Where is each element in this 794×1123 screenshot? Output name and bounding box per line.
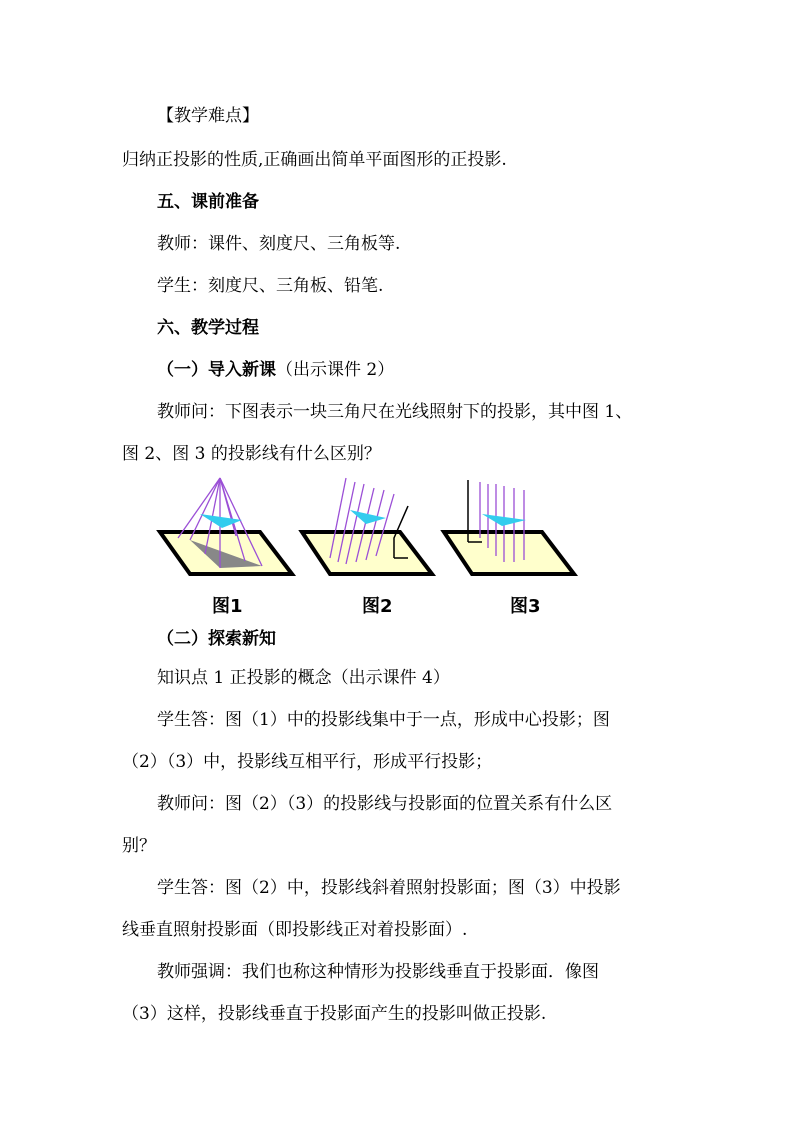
- paragraph-emphasis: 教师强调：我们也称这种情形为投影线垂直于投影面．像图: [157, 962, 599, 982]
- paragraph-knowledge-point-1: 知识点 1 正投影的概念（出示课件 4）: [157, 668, 450, 688]
- paragraph-question-1: 教师问：下图表示一块三角尺在光线照射下的投影，其中图 1、: [157, 402, 633, 422]
- paragraph-answer-1-cont: （2）（3）中，投影线互相平行，形成平行投影；: [122, 752, 493, 772]
- caption-figure-2: 图2: [362, 596, 393, 617]
- paragraph-question-2: 教师问：图（2）（3）的投影线与投影面的位置关系有什么区: [157, 794, 613, 814]
- paragraph-answer-2-cont: 线垂直照射投影面（即投影线正对着投影面）.: [122, 920, 468, 940]
- figure-3-plane: [444, 532, 574, 574]
- caption-figure-3: 图3: [510, 596, 541, 617]
- paragraph-question-2-cont: 别？: [122, 836, 156, 856]
- paragraph-difficulty: 归纳正投影的性质,正确画出简单平面图形的正投影.: [122, 150, 507, 170]
- paragraph-question-1-cont: 图 2、图 3 的投影线有什么区别？: [122, 444, 381, 464]
- heading-intro-note: （出示课件 2）: [276, 360, 395, 380]
- paragraph-student-tools: 学生：刻度尺、三角板、铅笔.: [157, 276, 384, 296]
- heading-preparation: 五、课前准备: [157, 192, 259, 212]
- paragraph-answer-1: 学生答：图（1）中的投影线集中于一点，形成中心投影；图: [157, 710, 610, 730]
- figure-1-central-projection: [160, 478, 292, 574]
- paragraph-answer-2: 学生答：图（2）中，投影线斜着照射投影面；图（3）中投影: [157, 878, 621, 898]
- figure-2-oblique-projection: [302, 478, 432, 574]
- heading-teaching-difficulty: 【教学难点】: [157, 106, 259, 126]
- heading-intro: [157, 359, 394, 381]
- heading-teaching-process: 六、教学过程: [157, 318, 259, 338]
- caption-figure-1: 图1: [212, 596, 243, 617]
- paragraph-emphasis-cont: （3）这样，投影线垂直于投影面产生的投影叫做正投影.: [122, 1004, 547, 1024]
- heading-explore: （二）探索新知: [157, 629, 276, 649]
- paragraph-teacher-tools: 教师：课件、刻度尺、三角板等.: [157, 234, 401, 254]
- figure-3-orthographic-projection: [444, 480, 574, 574]
- figure-2-plane: [302, 532, 432, 574]
- figure-1-triangle: [200, 514, 242, 528]
- heading-intro-title: （一）导入新课: [157, 360, 276, 380]
